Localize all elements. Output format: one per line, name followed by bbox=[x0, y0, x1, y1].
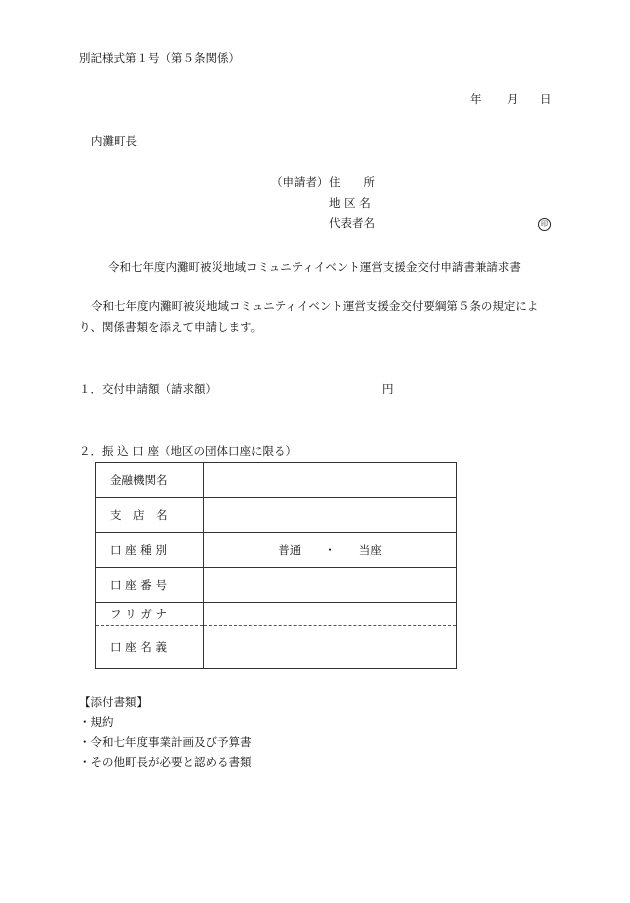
body-text-line2: り、関係書類を添えて申請します。 bbox=[79, 320, 263, 334]
seal-mark bbox=[538, 217, 551, 231]
body-text-line1: 令和七年度内灘町被災地域コミュニティイベント運営支援金交付要綱第５条の規定によ bbox=[91, 299, 539, 313]
table-row bbox=[96, 463, 457, 498]
furigana-field[interactable] bbox=[204, 603, 457, 626]
item1-label: １．交付申請額（請求額） bbox=[79, 382, 217, 396]
account-type-label: 口 座 種 別 bbox=[96, 533, 204, 568]
furigana-label: フ リ ガ ナ bbox=[96, 603, 204, 626]
seal-icon: 印 bbox=[538, 218, 551, 231]
applicant-prefix: （申請者） bbox=[271, 175, 329, 189]
bank-name-label: 金融機関名 bbox=[96, 463, 204, 498]
account-number-label: 口 座 番 号 bbox=[96, 568, 204, 603]
table-row bbox=[96, 533, 457, 568]
table-row bbox=[96, 498, 457, 533]
attachments-heading: 【添付書類】 bbox=[79, 695, 148, 709]
item1-unit: 円 bbox=[382, 382, 394, 396]
attachment-item: ・その他町長が必要と認める書類 bbox=[79, 755, 252, 769]
account-holder-label: 口 座 名 義 bbox=[96, 626, 204, 669]
account-number-field[interactable] bbox=[204, 568, 457, 603]
document-title: 令和七年度内灘町被災地域コミュニティイベント運営支援金交付申請書兼請求書 bbox=[108, 260, 521, 274]
account-table bbox=[95, 462, 457, 669]
district-label: 地 区 名 bbox=[329, 196, 371, 210]
table-row bbox=[96, 626, 457, 669]
account-type-options[interactable]: 普通 ・ 当座 bbox=[204, 533, 457, 568]
representative-label: 代表者名 bbox=[329, 216, 375, 230]
account-holder-field[interactable] bbox=[204, 626, 457, 669]
table-row bbox=[96, 603, 457, 626]
attachment-item: ・規約 bbox=[79, 715, 114, 729]
item2-label: ２．振 込 口 座（地区の団体口座に限る） bbox=[79, 444, 297, 458]
date-month-label: 月 bbox=[507, 92, 519, 106]
form-number: 別記様式第１号（第５条関係） bbox=[79, 51, 240, 65]
address-label: 住 所 bbox=[329, 175, 375, 189]
date-year-label: 年 bbox=[470, 92, 482, 106]
table-row bbox=[96, 568, 457, 603]
addressee: 内灘町長 bbox=[91, 134, 137, 148]
bank-name-field[interactable] bbox=[204, 463, 457, 498]
attachment-item: ・令和七年度事業計画及び予算書 bbox=[79, 735, 252, 749]
date-day-label: 日 bbox=[540, 92, 552, 106]
branch-name-label: 支 店 名 bbox=[96, 498, 204, 533]
branch-name-field[interactable] bbox=[204, 498, 457, 533]
